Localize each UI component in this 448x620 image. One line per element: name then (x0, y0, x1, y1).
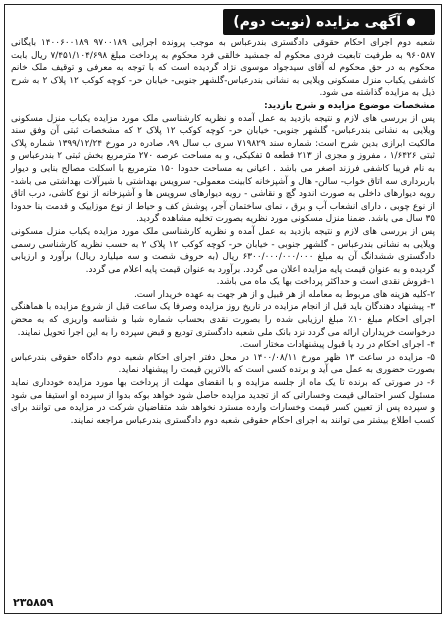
notice-title (223, 9, 435, 35)
notice-header (11, 9, 435, 37)
condition-item: ۶- در صورتی که برنده تا یک ماه از جلسه مزایده و با انقضای مهلت از پرداخت بها مورد مزایده خودداری نماید مسئول کسر احتمالی قیمت وخساراتی که از تجدید مزایده حاصل شود خواهد بوکه بدوا از سپرده او استیفا می شود و سپرده پس از تعیین کسر قیمت وخسارات وارده مسترد نخواهد شد متقاضیان شرکت در مزایده می توانند برای کسب اطلاع بیشتر می توانند به اجرای احکام حقوقی شعبه دوم دادگستری بندرعباس مراجعه نمایند. (11, 378, 435, 426)
auction-notice (4, 4, 442, 614)
description-paragraph: پس از بررسی های لازم و نتیجه بازدید به عمل آمده و نظریه کارشناسی ملک مورد مزایده یکباب منزل مسکونی ویلایی به نشانی بندرعباس- گلشهر جنوبی- خیابان حر- کوچه کوکب ۱۲ پلاک ۲ که مشخصات ثبتی آن وفق سند مالکیت ابرازی بدین شرح است: شماره سند ۷۱۹۸۲۹ سری ب سال ۹۹، صادره در مورخ ۱۳۹۹/۱۲/۲۴ شماره پلاک ثبتی ۱/۶۴۲۶ ، مفروز و مجزی از ۲۱۳ قطعه ۵ تفکیکی، و به مساحت عرصه ۲۷۰ مترمربع بخش ثبتی ۲ بندرعباس و به نام فریبا کاشفی فرزند اصغر می باشد . اعیانی به مساحت حدودا ۱۵۰ مترمربع با اسکلت مصالح بنایی و دیوار باربرداری سه اتاق خواب- سالن- هال و آشپزخانه کابینت معمولی- سرویس بهداشتی با شیرآلات بهداشتی می باشد- رویه دیوارهای داخلی به صورت اندود گچ و نقاشی - رویه دیوارهای سرویس ها و آشپزخانه از نوع کاشی، درب اتاق از نوع چوبی ، دارای انشعاب آب و برق ، نمای ساختمان آجر، پوشش کف و حیاط از نوع موزاییک و قدمت بنا حدودا ۳۵ سال می باشد. ضمنا منزل مسکونی مورد نظریه بصورت تخلیه مشاهده گردید. (11, 113, 435, 225)
footer-code: ۲۳۵۸۵۹ (13, 596, 54, 609)
condition-item: ۴- اجرای احکام در رد یا قبول پیشنهادات مختار است. (239, 340, 435, 351)
bullet-icon (407, 18, 415, 26)
condition-item: ۳- پیشنهاد دهندگان باید قبل از انجام مزایده در تاریخ روز مزایده وصرفا یک ساعت قبل از شروع مزایده با هماهنگی اجرای احکام مبلغ ۱۰٪ مبلغ ارزیابی شده را بصورت نقدی بحساب شماره شبا و شناسه واریزی که به محض درخواست خریداران ارائه می گردد نزد بانک ملی شعبه دادگستری تودیع و قبض سپرده را به این اجرا تحویل نمایند. (11, 302, 435, 338)
condition-item: ۲-کلیه هزینه های مربوط به معامله از هر قبیل و از هر جهت به عهده خریدار است. (133, 289, 435, 300)
condition-item: ۱-فروش نقدی است و حداکثر پرداخت بها یک ماه می باشد. (216, 277, 435, 288)
title-text: آگهی مزایده (نوبت دوم) (233, 14, 401, 30)
intro-paragraph: شعبه دوم اجرای احکام حقوقی دادگستری بندرعباس به موجب پرونده اجرایی ۹۷۰۰۱۸۹ ۱۴۰۰۶۰۰۱۸۹ بایگانی ۹۶۰۵۸۷ به طرفیت تابعیت فردی محکوم له جمشید خالقی فرد محکوم به پرداخت مبلغ ۷/۴۵۱/۱۰۴/۶۹۸ ریال بابت محکوم به در حق محکوم له آقای سیدجواد موسوی نژاد گردیده است که با توجه به معرفی و توقیف ملک خانم کاشفی یکباب منزل مسکونی ویلایی به نشانی بندرعباس-گلشهر جنوبی- خیابان حر- کوچه کوکب ۱۲ پلاک ۲ به شرح ذیل به مزایده گذاشته می شود. (11, 38, 435, 99)
condition-item: ۵- مزایده در ساعت ۱۳ ظهر مورخ ۱۴۰۰/۰۸/۱۱ در محل دفتر اجرای احکام شعبه دوم دادگاه حقوقی بندرعباس بصورت حضوری به عمل می آید و برنده کسی است که بالاترین قیمت را پیشنهاد نماید. (11, 352, 435, 376)
valuation-paragraph: پس از بررسی های لازم و نتیجه بازدید به عمل آمده و نظریه کارشناسی ملک مورد مزایده یکباب منزل مسکونی ویلایی به نشانی بندرعباس - گلشهر جنوبی - خیابان حر- کوچه کوکب ۱۲ پلاک ۲ به حسب نظریه کارشناسی رسمی دادگستری ششدانگ آن به مبلغ ۶۳۰۰/۰۰۰/۰۰۰/۰۰۰ ریال (به حروف شصت و سه میلیارد ریال) برآورد و ارزیابی گردیده و به عنوان قیمت پایه مزایده اعلان می گردد. برآورد به عنوان قیمت پایه اعلام می گردد. (11, 226, 436, 275)
conditions-list (11, 276, 435, 427)
subheading: مشخصات موضوع مزایده و شرح بازدید: (264, 100, 435, 111)
